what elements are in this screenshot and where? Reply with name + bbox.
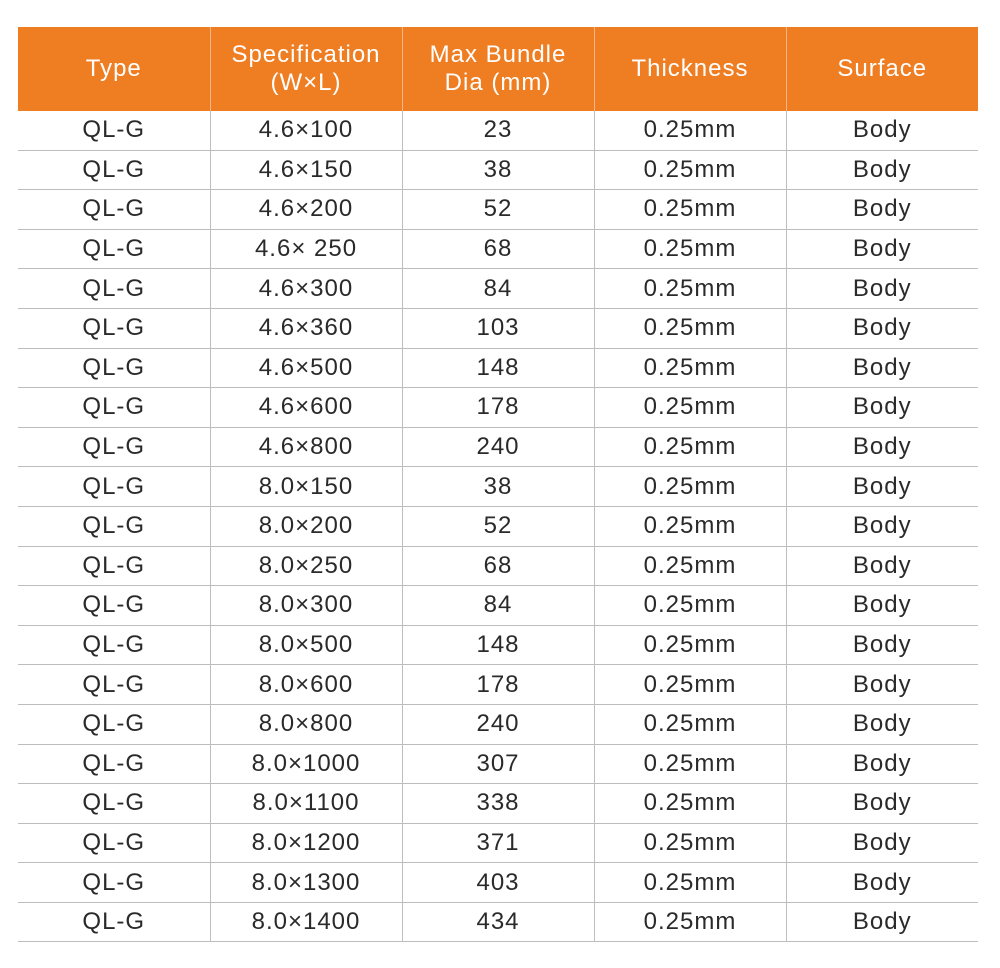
cell-type: QL-G xyxy=(18,863,210,903)
cell-max-bundle: 148 xyxy=(402,348,594,388)
header-surface-label: Surface xyxy=(837,55,928,82)
header-spec-line2: (W×L) xyxy=(270,69,342,96)
cell-thickness: 0.25mm xyxy=(594,625,786,665)
cell-max-bundle: 38 xyxy=(402,467,594,507)
cell-type: QL-G xyxy=(18,388,210,428)
cell-surface: Body xyxy=(786,467,978,507)
cell-thickness: 0.25mm xyxy=(594,348,786,388)
cell-thickness: 0.25mm xyxy=(594,744,786,784)
cell-thickness: 0.25mm xyxy=(594,784,786,824)
cell-type: QL-G xyxy=(18,823,210,863)
cell-max-bundle: 52 xyxy=(402,506,594,546)
cell-type: QL-G xyxy=(18,586,210,626)
cell-type: QL-G xyxy=(18,704,210,744)
cell-specification: 4.6×150 xyxy=(210,150,402,190)
cell-surface: Body xyxy=(786,665,978,705)
cell-specification: 4.6×200 xyxy=(210,190,402,230)
cell-surface: Body xyxy=(786,625,978,665)
cell-thickness: 0.25mm xyxy=(594,229,786,269)
table-row xyxy=(18,190,978,230)
table-row xyxy=(18,388,978,428)
cell-specification: 8.0×1200 xyxy=(210,823,402,863)
table-row xyxy=(18,704,978,744)
cell-thickness: 0.25mm xyxy=(594,467,786,507)
cell-thickness: 0.25mm xyxy=(594,823,786,863)
cell-specification: 8.0×150 xyxy=(210,467,402,507)
cell-thickness: 0.25mm xyxy=(594,586,786,626)
cell-max-bundle: 23 xyxy=(402,111,594,150)
cell-thickness: 0.25mm xyxy=(594,150,786,190)
cell-surface: Body xyxy=(786,348,978,388)
cell-specification: 8.0×500 xyxy=(210,625,402,665)
cell-thickness: 0.25mm xyxy=(594,111,786,150)
table-row xyxy=(18,863,978,903)
cell-max-bundle: 38 xyxy=(402,150,594,190)
cell-thickness: 0.25mm xyxy=(594,863,786,903)
cell-surface: Body xyxy=(786,586,978,626)
cell-type: QL-G xyxy=(18,546,210,586)
cell-surface: Body xyxy=(786,269,978,309)
cell-type: QL-G xyxy=(18,150,210,190)
table-row xyxy=(18,506,978,546)
header-thickness xyxy=(594,27,786,111)
cell-thickness: 0.25mm xyxy=(594,269,786,309)
cell-surface: Body xyxy=(786,784,978,824)
cell-type: QL-G xyxy=(18,229,210,269)
cell-thickness: 0.25mm xyxy=(594,190,786,230)
cell-specification: 8.0×1100 xyxy=(210,784,402,824)
cell-type: QL-G xyxy=(18,902,210,942)
cell-thickness: 0.25mm xyxy=(594,388,786,428)
cell-max-bundle: 403 xyxy=(402,863,594,903)
cell-surface: Body xyxy=(786,308,978,348)
cell-max-bundle: 338 xyxy=(402,784,594,824)
cell-specification: 4.6×600 xyxy=(210,388,402,428)
cell-specification: 4.6×300 xyxy=(210,269,402,309)
cell-specification: 8.0×800 xyxy=(210,704,402,744)
cell-surface: Body xyxy=(786,902,978,942)
cell-max-bundle: 178 xyxy=(402,665,594,705)
table-row xyxy=(18,467,978,507)
header-thickness-label: Thickness xyxy=(631,55,749,82)
cell-specification: 4.6×100 xyxy=(210,111,402,150)
header-row xyxy=(18,27,978,111)
cell-type: QL-G xyxy=(18,784,210,824)
cell-thickness: 0.25mm xyxy=(594,665,786,705)
cell-max-bundle: 434 xyxy=(402,902,594,942)
table-row xyxy=(18,546,978,586)
header-spec-line1: Specification xyxy=(231,41,381,68)
table-row xyxy=(18,784,978,824)
cell-type: QL-G xyxy=(18,269,210,309)
cell-surface: Body xyxy=(786,150,978,190)
cell-thickness: 0.25mm xyxy=(594,704,786,744)
table-row xyxy=(18,427,978,467)
cell-surface: Body xyxy=(786,546,978,586)
table-row xyxy=(18,586,978,626)
cell-specification: 8.0×1000 xyxy=(210,744,402,784)
header-bundle-line1: Max Bundle xyxy=(429,41,567,68)
cell-max-bundle: 148 xyxy=(402,625,594,665)
table-row xyxy=(18,902,978,942)
cell-specification: 4.6×800 xyxy=(210,427,402,467)
table-row xyxy=(18,348,978,388)
cell-surface: Body xyxy=(786,388,978,428)
cell-type: QL-G xyxy=(18,427,210,467)
cell-specification: 4.6× 250 xyxy=(210,229,402,269)
table-row xyxy=(18,665,978,705)
cell-specification: 8.0×300 xyxy=(210,586,402,626)
cell-specification: 8.0×1400 xyxy=(210,902,402,942)
table-row xyxy=(18,269,978,309)
cell-type: QL-G xyxy=(18,308,210,348)
cell-max-bundle: 307 xyxy=(402,744,594,784)
cell-type: QL-G xyxy=(18,190,210,230)
cell-max-bundle: 371 xyxy=(402,823,594,863)
cell-surface: Body xyxy=(786,744,978,784)
cell-specification: 8.0×1300 xyxy=(210,863,402,903)
table-header xyxy=(18,27,978,111)
cell-thickness: 0.25mm xyxy=(594,546,786,586)
cell-surface: Body xyxy=(786,427,978,467)
cell-thickness: 0.25mm xyxy=(594,902,786,942)
cell-type: QL-G xyxy=(18,506,210,546)
header-bundle-line2: Dia (mm) xyxy=(444,69,552,96)
table-row xyxy=(18,308,978,348)
table-row xyxy=(18,111,978,150)
cell-max-bundle: 178 xyxy=(402,388,594,428)
cell-max-bundle: 84 xyxy=(402,269,594,309)
cell-type: QL-G xyxy=(18,111,210,150)
cell-specification: 8.0×200 xyxy=(210,506,402,546)
table-row xyxy=(18,625,978,665)
cell-max-bundle: 84 xyxy=(402,586,594,626)
table-row xyxy=(18,150,978,190)
header-specification xyxy=(210,27,402,111)
cell-max-bundle: 52 xyxy=(402,190,594,230)
cell-max-bundle: 240 xyxy=(402,427,594,467)
cell-specification: 8.0×250 xyxy=(210,546,402,586)
cell-type: QL-G xyxy=(18,665,210,705)
cell-surface: Body xyxy=(786,506,978,546)
cell-max-bundle: 240 xyxy=(402,704,594,744)
cell-surface: Body xyxy=(786,823,978,863)
table-row xyxy=(18,229,978,269)
table-row xyxy=(18,744,978,784)
cell-surface: Body xyxy=(786,863,978,903)
cell-type: QL-G xyxy=(18,744,210,784)
cell-surface: Body xyxy=(786,111,978,150)
cell-surface: Body xyxy=(786,190,978,230)
cell-max-bundle: 68 xyxy=(402,546,594,586)
cell-thickness: 0.25mm xyxy=(594,427,786,467)
cell-specification: 4.6×360 xyxy=(210,308,402,348)
header-type xyxy=(18,27,210,111)
cell-type: QL-G xyxy=(18,467,210,507)
cell-type: QL-G xyxy=(18,625,210,665)
cell-thickness: 0.25mm xyxy=(594,308,786,348)
table-row xyxy=(18,823,978,863)
cell-specification: 8.0×600 xyxy=(210,665,402,705)
cell-max-bundle: 68 xyxy=(402,229,594,269)
cell-max-bundle: 103 xyxy=(402,308,594,348)
cell-thickness: 0.25mm xyxy=(594,506,786,546)
cell-type: QL-G xyxy=(18,348,210,388)
header-max-bundle xyxy=(402,27,594,111)
cell-surface: Body xyxy=(786,229,978,269)
cell-surface: Body xyxy=(786,704,978,744)
spec-table xyxy=(18,27,978,942)
header-type-label: Type xyxy=(85,55,142,82)
header-surface xyxy=(786,27,978,111)
cell-specification: 4.6×500 xyxy=(210,348,402,388)
table-body xyxy=(18,111,978,942)
